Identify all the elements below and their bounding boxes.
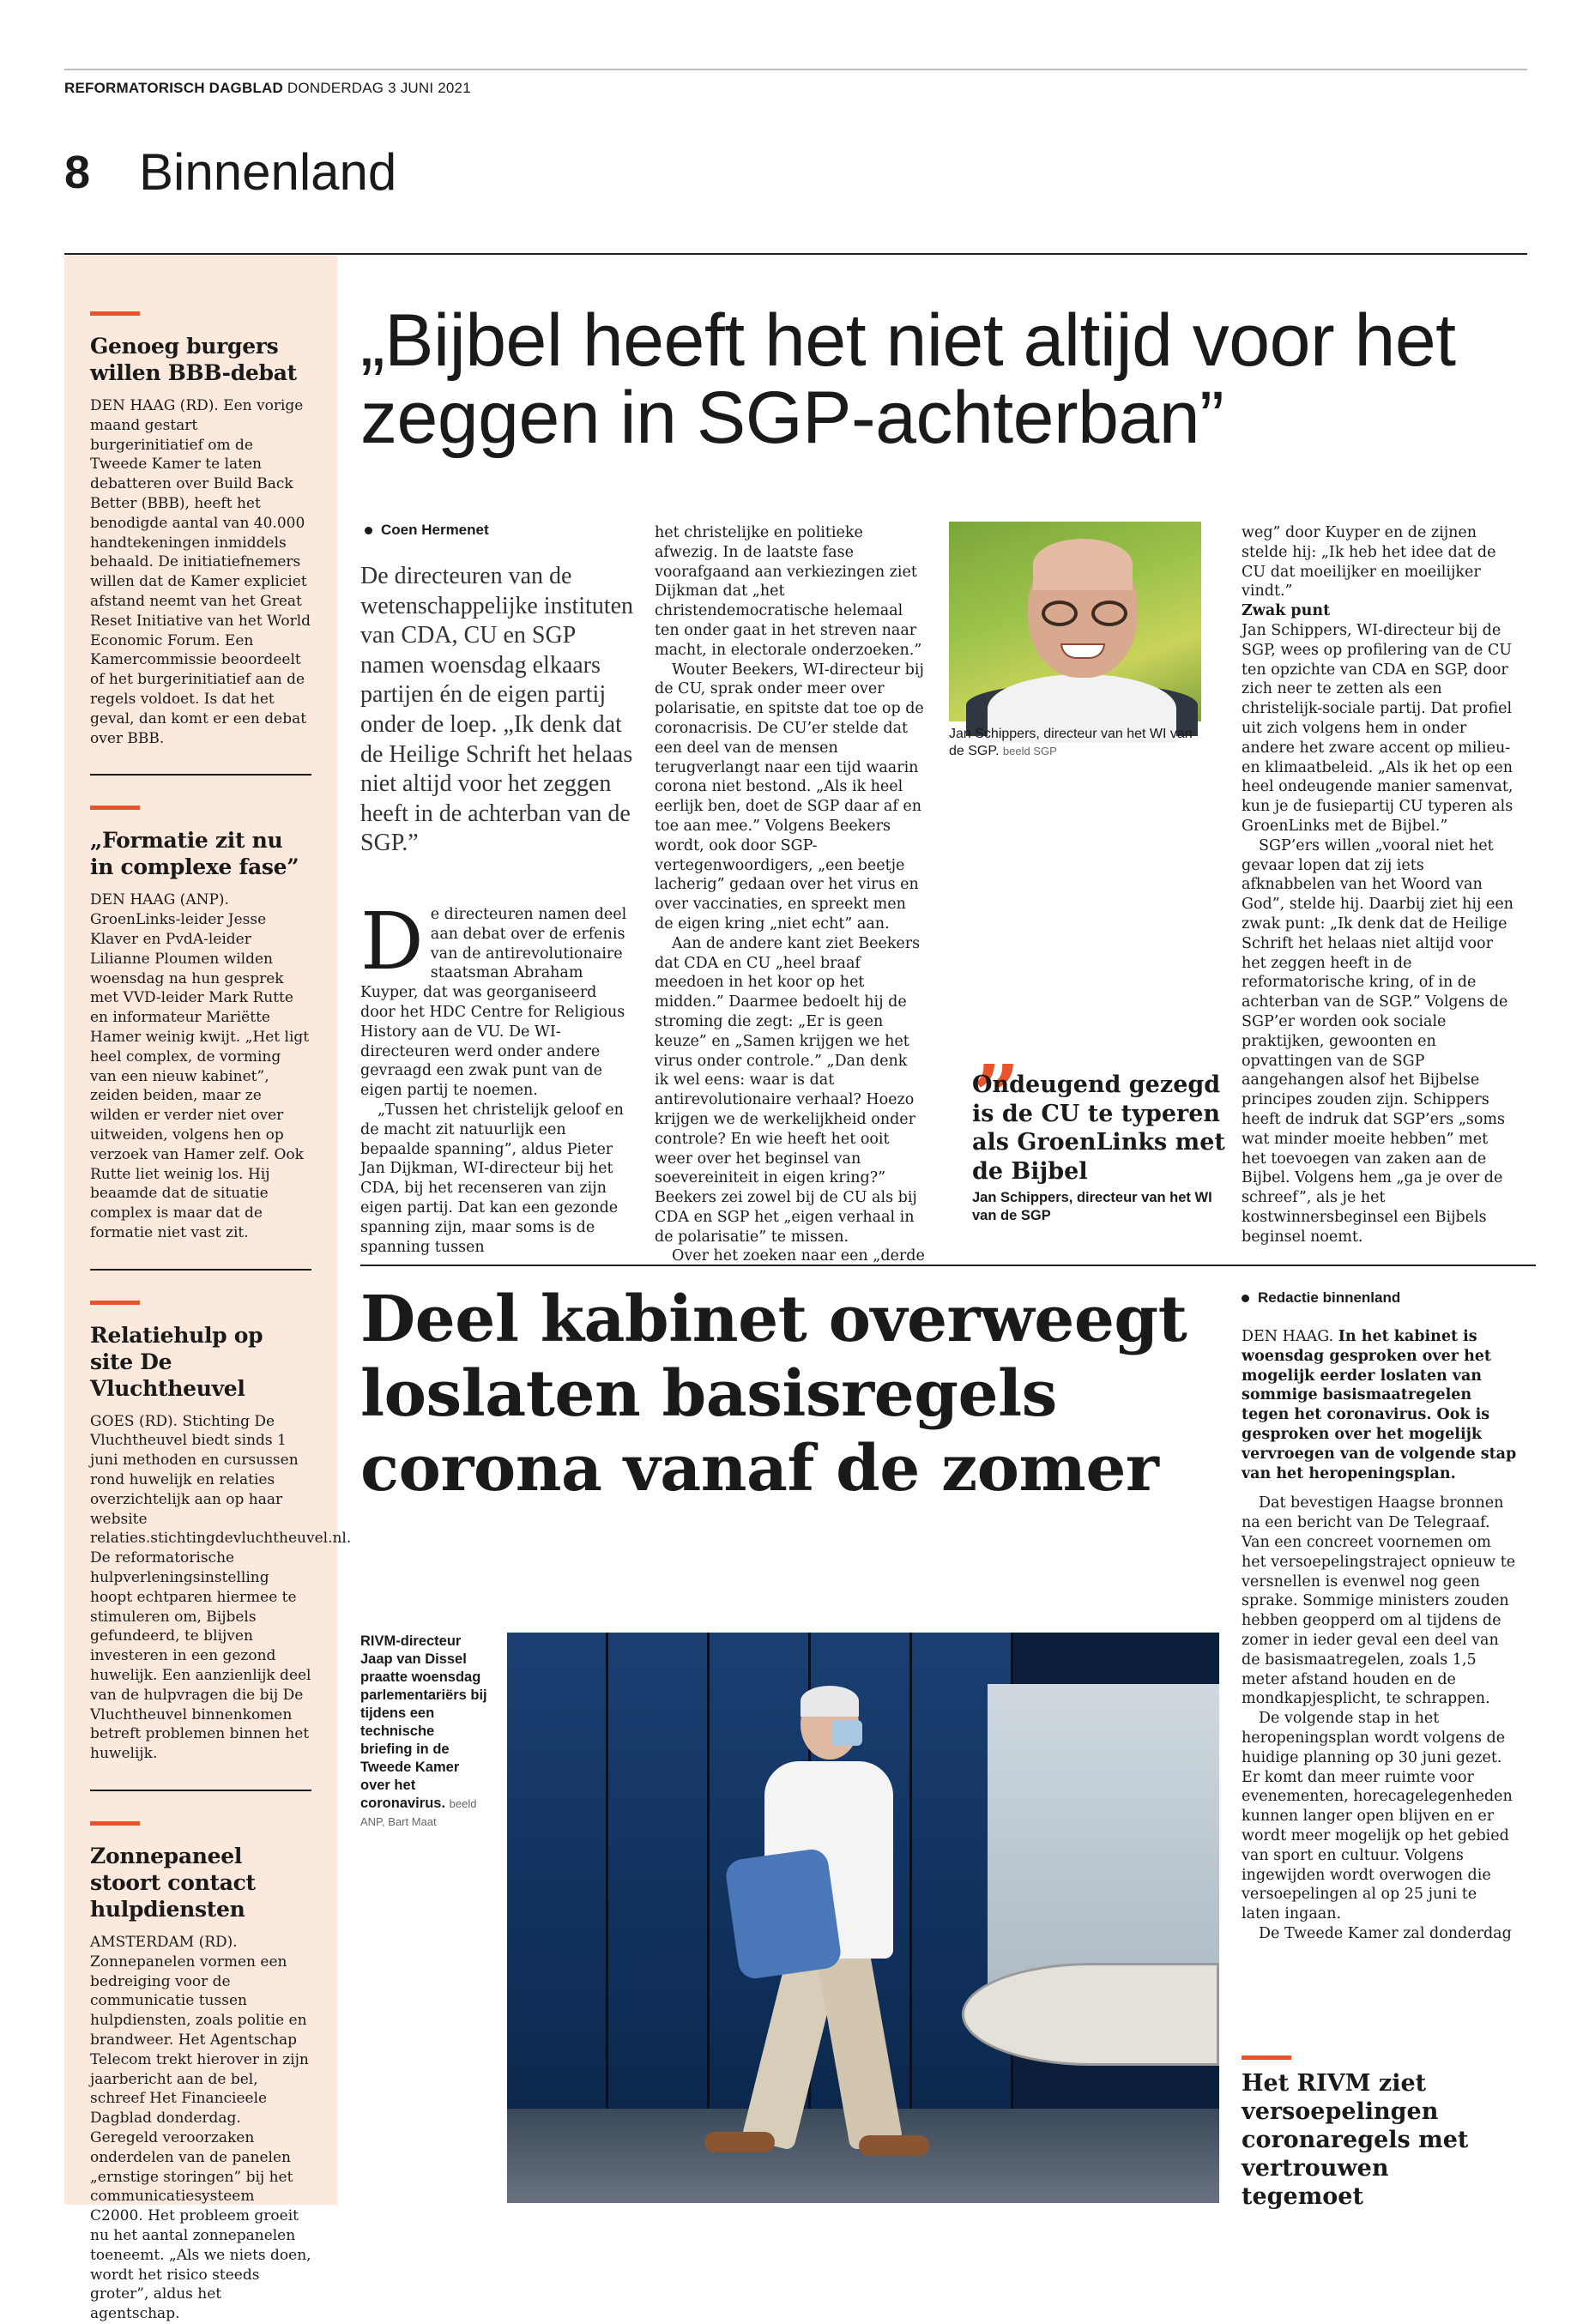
accent-dash	[90, 1821, 140, 1826]
paragraph: het christelijke en politieke afwezig. In de laatste fase voorafgaand aan verkiezingen ziet Dijkman dat „het christendemocratische helemaal ten onder gaat in het streven naar macht, in electorale onderzoeken.”	[655, 524, 922, 659]
brief-divider	[90, 1790, 311, 1791]
article-column-2	[655, 523, 925, 1266]
photo-glasses	[1042, 601, 1127, 626]
author-name: Coen Hermenet	[381, 522, 489, 538]
brief-title: Relatiehulp op site De Vluchtheuvel	[90, 1322, 263, 1401]
paragraph: De Tweede Kamer zal donderdag	[1259, 1924, 1512, 1942]
author-name: Redactie binnenland	[1258, 1289, 1401, 1306]
brief-title: Genoeg burgers willen BBB-debat	[90, 334, 297, 385]
photo-face-mask	[831, 1720, 862, 1746]
portrait-photo	[949, 522, 1201, 721]
brief-body: DEN HAAG (ANP). GroenLinks-leider Jesse Klaver en PvdA-leider Lilianne Ploumen wilden woensdag na hun gesprek met VVD-leider Mark Rutte en informateur Mariëtte Hamer weinig kwijt. „Het ligt heel complex, de vorming van een nieuw kabinet”, zeiden beiden, maar ze wilden er verder niet over uitweiden, volgens hen op verzoek van Hamer zelf. Ook Rutte liet weinig los. Hij beaamde dat de situatie complex is maar dat de formatie niet vast zit.	[90, 891, 310, 1241]
byline	[365, 522, 489, 539]
brief-body: AMSTERDAM (RD). Zonnepanelen vormen een bedreiging voor de communicatie tussen hulpdiensten, zoals politie en brandweer. Het Agentschap Telecom trekt hierover in zijn jaarbericht aan de bel, schreef Het Financieele Dagblad donderdag. Geregeld veroorzaken onderdelen van de panelen „ernstige storingen” bij het communicatiesysteem C2000. Het probleem groeit nu het aantal zonnepanelen toeneemt. „Als we niets doen, wordt het risico steeds groter”, aldus het agentschap.	[90, 1934, 311, 2323]
photo-desk	[962, 1963, 1219, 2066]
photo-shoe	[704, 2132, 775, 2152]
paragraph: Jan Schippers, WI-directeur bij de SGP, wees op profilering van de CU ten opzichte van CDA en SGP, door zich neer te zetten als een christelijk-sociale partij. Dat profiel uit zich volgens hem in onder andere het zware accent op milieu- en klimaatbeleid. „Als ik het op een heel ondeugende manier samenvat, kun je de fusiepartij CU typeren als GroenLinks met de Bijbel.”	[1242, 621, 1514, 835]
photo-forehead	[1033, 539, 1133, 590]
article-headline: Deel kabinet overweegt loslaten basisregels corona vanaf de zomer	[360, 1283, 1187, 1506]
section-title: Binnenland	[139, 143, 397, 201]
photo-caption	[360, 1633, 489, 1831]
photo-hair	[801, 1686, 859, 1717]
newspaper-name: REFORMATORISCH DAGBLAD	[64, 80, 283, 96]
brief-item	[90, 1301, 352, 1764]
paragraph: Over het zoeken naar een „derde	[672, 1247, 925, 1265]
quote-mark-icon: „	[974, 999, 1022, 1096]
photo-credit: beeld SGP	[1002, 745, 1057, 758]
caption-text: Jan Schippers, directeur van het WI van de SGP.	[949, 727, 1193, 758]
paragraph: „Tussen het christelijk geloof en de macht zit natuurlijk een bepaalde spanning”, aldus Pieter Jan Dijkman, WI-directeur bij het CDA, bij het recenseren van zijn eigen partij. Dat kan een gezonde spanning zijn, maar soms is de spanning tussen	[360, 1101, 624, 1256]
article-headline: „Bijbel heeft het niet altijd voor het zeggen in SGP-achterban”	[360, 299, 1456, 459]
issue-date: DONDERDAG 3 JUNI 2021	[287, 80, 471, 96]
section-rule	[64, 253, 1527, 255]
pull-quote-attribution: Jan Schippers, directeur van het WI van de SGP	[972, 1190, 1212, 1223]
caption-text: RIVM-directeur Jaap van Dissel praatte woensdag parlementariërs bij tijdens een technische briefing in de Tweede Kamer over het coronavirus.	[360, 1633, 487, 1811]
brief-body: GOES (RD). Stichting De Vluchtheuvel biedt sinds 1 juni methoden en cursussen rond huwelijk en relaties overzichtelijk aan op haar website relaties.stichtingdevluchtheuvel.nl. De reformatorische hulpverleningsinstelling hoopt echtparen hiermee te stimuleren om, Bijbels gefundeerd, te blijven investeren in een gezond huwelijk. Een aanzienlijk deel van de hulpvragen die bij De Vluchtheuvel binnenkomen betreft problemen binnen het huwelijk.	[90, 1412, 352, 1763]
paragraph: e directeuren namen deel aan debat over de erfenis van de antirevolutionaire staatsman Abraham Kuyper, dat was georganiseerd door het HDC Centre for Religious History aan de VU. De WI-directeuren werd onder andere gevraagd een zwak punt van de eigen partij te noemen.	[360, 906, 627, 1100]
byline-bullet-icon	[1242, 1295, 1249, 1302]
accent-dash	[90, 1301, 140, 1305]
article-intro: De directeuren van de wetenschappelijke instituten van CDA, CU en SGP namen woensdag elkaars partijen én de eigen partij onder de loep. „Ik denk dat de Heilige Schrift het helaas niet altijd voor het zeggen heeft in de achterban van de SGP.”	[360, 563, 634, 857]
paragraph: De volgende stap in het heropeningsplan wordt volgens de huidige planning op 30 juni gezet. Er komt dan meer ruimte voor evenementen, horecagelegenheden kunnen langer open blijven en er wordt meer mogelijk op het gebied van sport en cultuur. Volgens ingewijden wordt overwogen die versoepelingen al op 25 juni te laten ingaan.	[1242, 1710, 1513, 1923]
accent-dash	[90, 806, 140, 810]
brief-item	[90, 311, 311, 748]
paragraph: Dat bevestigen Haagse bronnen na een bericht van De Telegraaf. Van een concreet voornemen om het versoepelingstraject opnieuw te versnellen is evenwel nog geen sprake. Sommige ministers zouden hebben geopperd om al tijdens de zomer in ieder geval een deel van de basismaatregelen, zoals 1,5 meter afstand houden en de mondkapjesplicht, te schrappen.	[1242, 1494, 1516, 1708]
paragraph: Aan de andere kant ziet Beekers dat CDA en CU „heel braaf meedoen in het koor op het midden.” Daarmee bedoelt hij de stroming die zegt: „Er is geen keuze” en „Samen krijgen we het virus onder controle.” „Dan denk ik wel eens: waar is dat antirevolutionaire verhaal? Hoezo krijgen we de werkelijkheid onder controle? En wie heeft het ooit weer over het beginsel van soevereiniteit in eigen kring?” Beekers zei zowel bij de CU als bij CDA en SGP het „eigen verhaal in de polarisatie” te missen.	[655, 934, 921, 1246]
byline-bullet-icon	[365, 527, 372, 534]
brief-divider	[90, 1269, 311, 1271]
related-article-teaser[interactable]: Het RIVM ziet versoepelingen coronaregels met vertrouwen tegemoet	[1242, 2070, 1469, 2210]
article-column-1	[360, 896, 633, 1257]
news-briefs-sidebar	[64, 256, 352, 2323]
lead-paragraph	[1242, 1327, 1519, 1483]
subheading: Zwak punt	[1242, 602, 1331, 620]
article-column	[1242, 1327, 1519, 1944]
byline	[1242, 1289, 1400, 1307]
news-photo	[507, 1633, 1219, 2203]
accent-dash	[1242, 2055, 1291, 2060]
brief-body: DEN HAAG (RD). Een vorige maand gestart burgerinitiatief om de Tweede Kamer te laten debatteren over Build Back Better (BBB), heeft het benodigde aantal van 40.000 handtekeningen inmiddels behaald. De initiatiefnemers willen dat de Kamer expliciet afstand neemt van het Great Reset Initiative van het World Economic Forum. Een Kamercommissie beoordeelt of het burgerinitiatief aan de regels voldoet. Is dat het geval, dan komt er een debat over BBB.	[90, 397, 311, 747]
dateline: DEN HAAG.	[1242, 1328, 1334, 1345]
brief-item	[90, 806, 311, 1242]
pull-quote: Ondeugend gezegd is de CU te typeren als GroenLinks met de Bijbel	[972, 1071, 1225, 1185]
drop-cap: D	[360, 896, 424, 987]
photo-shoe	[859, 2135, 929, 2156]
brief-divider	[90, 774, 311, 776]
top-rule	[64, 69, 1527, 70]
page-number: 8	[64, 147, 91, 198]
paragraph: SGP’ers willen „vooral niet het gevaar lopen dat zij iets afknabbelen van het Woord van God”, stelde hij. Daarbij ziet hij een zwak punt: „Ik denk dat de Heilige Schrift het helaas niet altijd voor het zeggen heeft in de reformatorische kring, of in de achterban van de SGP.” Volgens de SGP’er worden ook sociale praktijken, gewoonten en opvattingen van de SGP aangehangen alsof het Bijbelse principes zouden zijn. Schippers heeft de indruk dat SGP’ers „soms wat minder moeite hebben” met het toevoegen van zaken aan de Bijbel. Volgens hem „ga je over de schreef”, als je het kostwinnersbeginsel een Bijbels beginsel noemt.	[1242, 836, 1514, 1246]
photo-caption	[949, 726, 1206, 760]
article-divider	[360, 1265, 1536, 1266]
brief-title: Zonnepaneel stoort contact hulpdiensten	[90, 1844, 256, 1923]
lead-text: In het kabinet is woensdag gesproken over het mogelijk eerder loslaten van sommige basismaatregelen tegen het coronavirus. Ook is gesproken over het mogelijk vervroegen van de volgende stap van het heropeningsplan.	[1242, 1328, 1517, 1482]
masthead	[64, 80, 471, 97]
brief-item	[90, 1821, 311, 2324]
photo-credit: beeld ANP, Bart Maat	[360, 1797, 477, 1828]
brief-title: „Formatie zit nu in complexe fase”	[90, 828, 299, 880]
article-column-4	[1242, 523, 1516, 1247]
accent-dash	[90, 311, 140, 316]
photo-carried-jacket	[724, 1847, 843, 1980]
paragraph: Wouter Beekers, WI-directeur bij de CU, sprak onder meer over polarisatie, en spitste dat toe op de coronacrisis. De CU’er stelde dat een deel van de mensen terugverlangt naar een tijd waarin corona niet bestond. „Als ik heel eerlijk ben, doet de SGP daar af en toe aan mee.” Volgens Beekers wordt, ook door SGP-vertegenwoordigers, „een beetje lacherig” gedaan over het virus en over vaccinaties, en spreekt men de eigen kring „niet echt” aan.	[655, 661, 924, 933]
paragraph: weg” door Kuyper en de zijnen stelde hij: „Ik heb het idee dat de CU dat moeilijker en moeilijker vindt.”	[1242, 524, 1496, 601]
